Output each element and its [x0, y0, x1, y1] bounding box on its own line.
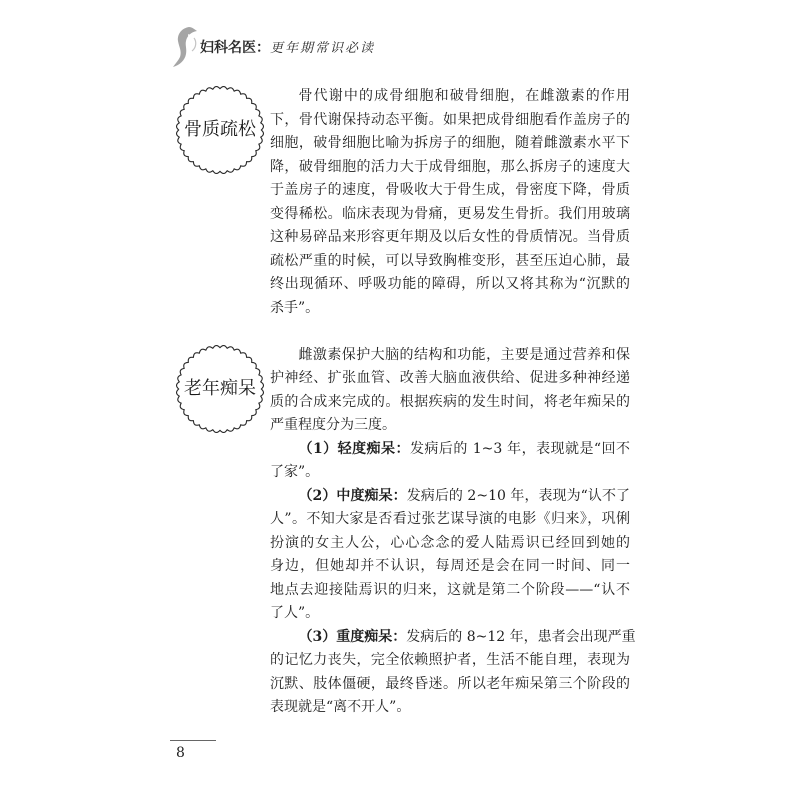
stage-line: 沉默、肢体僵硬，最终昏迷。所以老年痴呆第三个阶段的 [270, 675, 630, 692]
stage-line: 身边，但她却并不认识，每周还是会在同一时间、同一 [270, 558, 630, 574]
book-title: 更年期常识必读 [270, 41, 376, 56]
body-text-line: 变得稀松。临床表现为骨痛，更易发生骨折。我们用玻璃 [270, 205, 630, 222]
body-text-line: 于盖房子的速度，骨吸收大于骨生成，骨密度下降，骨质 [270, 182, 630, 198]
osteoporosis-section-badge [173, 83, 267, 177]
stage-line [270, 626, 636, 650]
stage-line [270, 485, 630, 509]
stage-line: 表现就是“离不开人”。 [270, 699, 411, 715]
body-text-line: 这种易碎品来形容更年期及以后女性的骨质情况。当骨质 [270, 229, 630, 245]
body-text-line: 质的合成来完成的。根据疾病的发生时间，将老年痴呆的 [270, 393, 630, 410]
stage-line: 了人”。 [270, 605, 320, 621]
dementia-section-badge [173, 342, 267, 436]
body-text-line: 骨代谢中的成骨细胞和破骨细胞，在雌激素的作用 [298, 88, 630, 104]
badge-label: 老年痴呆 [184, 377, 256, 399]
body-text-line: 杀手”。 [270, 299, 320, 316]
stage-label: （3）重度痴呆： [298, 628, 407, 645]
stage-line: 的记忆力丧失，完全依赖照护者，生活不能自理，表现为 [270, 652, 630, 668]
body-text-line: 疏松严重的时候，可以导致胸椎变形，甚至压迫心肺，最 [270, 252, 630, 269]
body-text-line: 雌激素保护大脑的结构和功能，主要是通过营养和保 [298, 346, 630, 363]
stage-text: 发病后的 2~10 年，表现为“认不了 [406, 487, 630, 504]
body-text-line: 终出现循环、呼吸功能的障碍，所以又将其称为“沉默的 [270, 276, 630, 292]
stage-line [270, 438, 630, 462]
stage-text: 发病后的 8~12 年，患者会出现严重 [406, 628, 636, 645]
series-title: 妇科名医： [200, 40, 270, 56]
section-body [270, 344, 636, 720]
body-text-line: 细胞，破骨细胞比喻为拆房子的细胞，随着雌激素水平下 [270, 135, 630, 151]
stage-label: （2）中度痴呆： [298, 487, 407, 504]
running-header [173, 26, 433, 70]
body-text-line: 降，破骨细胞的活力大于成骨细胞，那么拆房子的速度大 [270, 158, 630, 175]
stage-line: 扮演的女主人公，心心念念的爱人陆焉识已经回到她的 [270, 534, 630, 551]
stage-label: （1）轻度痴呆： [298, 440, 410, 457]
body-text-line: 严重程度分为三度。 [270, 417, 396, 433]
stage-line: 了家”。 [270, 464, 320, 480]
page-number: 8 [176, 745, 185, 761]
body-text-line: 护神经、扩张血管、改善大脑血液供给、促进多种神经递 [270, 370, 630, 386]
section-body [270, 85, 630, 320]
page-number-rule [170, 740, 216, 741]
badge-label: 骨质疏松 [184, 119, 256, 140]
body-text-line: 下，骨代谢保持动态平衡。如果把成骨细胞看作盖房子的 [270, 111, 630, 128]
stage-line: 人”。不知大家是否看过张艺谋导演的电影《归来》，巩俐 [270, 511, 630, 527]
woman-profile-logo-icon [173, 26, 199, 68]
stage-text: 发病后的 1~3 年，表现就是“回不 [409, 440, 630, 457]
stage-line: 地点去迎接陆焉识的归来，这就是第二个阶段——“认不 [270, 581, 630, 598]
